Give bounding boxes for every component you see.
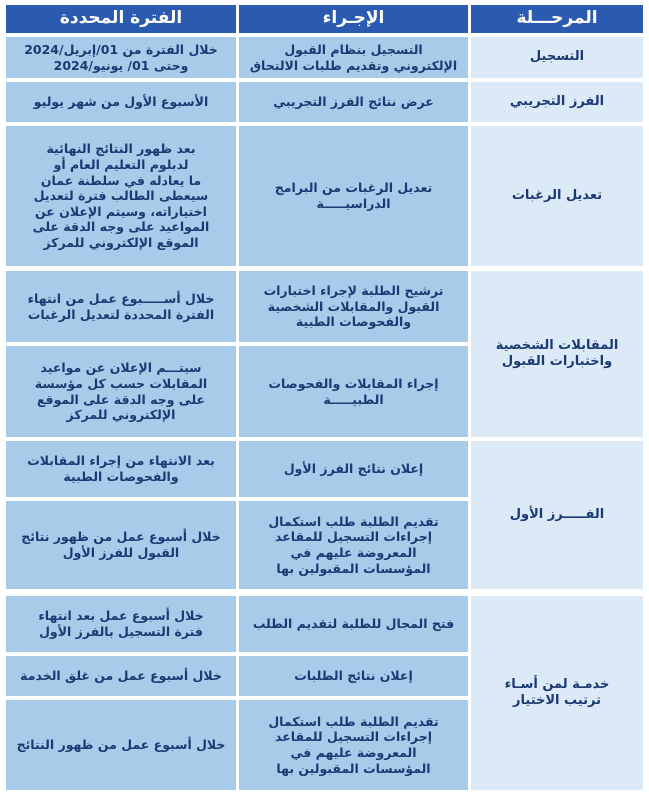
header-action: الإجـراء (239, 5, 468, 33)
action-cell: فتح المجال للطلبة لتقديم الطلب (239, 596, 468, 652)
period-cell: خلال أسبوع عمل من ظهور نتائج القبول للفرز الأول (6, 501, 236, 589)
action-cell: إعلان نتائج الطلبات (239, 656, 468, 696)
stage-trial-sorting: الفرز التجريبي (471, 82, 643, 122)
period-cell: الأسبوع الأول من شهر يوليو (6, 82, 236, 122)
period-cell: بعد الانتهاء من إجراء المقابلات والفحوصات الطبية (6, 441, 236, 497)
stage-modify-preferences: تعديل الرغبات (471, 126, 643, 266)
action-cell: تقديم الطلبة طلب استكمال إجراءات التسجيل للمقاعد المعروضة عليهم في المؤسسات المقبولين بها (239, 700, 468, 790)
period-cell: خلال الفترة من 01/إبريل/2024 وحتى 01/ يونيو/2024 (6, 37, 236, 78)
period-cell: سيتـــم الإعلان عن مواعيد المقابلات حسب كل مؤسسة على وجه الدقة على الموقع الإلكتروني للمركز (6, 346, 236, 437)
action-cell: التسجيل بنظام القبول الإلكتروني وتقديم طلبات الالتحاق (239, 37, 468, 78)
period-cell: خلال أسبوع عمل بعد انتهاء فترة التسجيل بالفرز الأول (6, 596, 236, 652)
header-stage: المرحـــلة (471, 5, 643, 33)
stage-interviews-tests: المقابلات الشخصية واختبارات القبول (471, 271, 643, 437)
period-cell: خلال أسبوع عمل من ظهور النتائج (6, 700, 236, 790)
period-cell: خلال أســـــبوع عمل من انتهاء الفترة المحددة لتعديل الرغبات (6, 271, 236, 342)
action-cell: تعديل الرغبات من البرامج الدراسيـــــة (239, 126, 468, 266)
header-period: الفترة المحددة (6, 5, 236, 33)
action-cell: إعلان نتائج الفرز الأول (239, 441, 468, 497)
period-cell: بعد ظهور النتائج النهائية لدبلوم التعليم العام أو ما يعادله في سلطنة عمان سيعطى الطالب فترة لتعديل اختياراته، وسيتم الإعلان عن المواعيد على وجه الدقة على الموقع الإلكتروني للمركز (6, 126, 236, 266)
action-cell: ترشيح الطلبة لإجراء اختبارات القبول والمقابلات الشخصية والفحوصات الطبية (239, 271, 468, 342)
action-cell: تقديم الطلبة طلب استكمال إجراءات التسجيل للمقاعد المعروضة عليهم في المؤسسات المقبولين بها (239, 501, 468, 589)
stage-reorder-service: خدمـة لمن أسـاء ترتيب الاختيار (471, 596, 643, 790)
stage-registration: التسجيل (471, 37, 643, 78)
action-cell: إجراء المقابلات والفحوصات الطبيـــــة (239, 346, 468, 437)
stage-first-sorting: الفـــــرز الأول (471, 441, 643, 589)
period-cell: خلال أسبوع عمل من غلق الخدمة (6, 656, 236, 696)
action-cell: عرض نتائج الفرز التجريبي (239, 82, 468, 122)
